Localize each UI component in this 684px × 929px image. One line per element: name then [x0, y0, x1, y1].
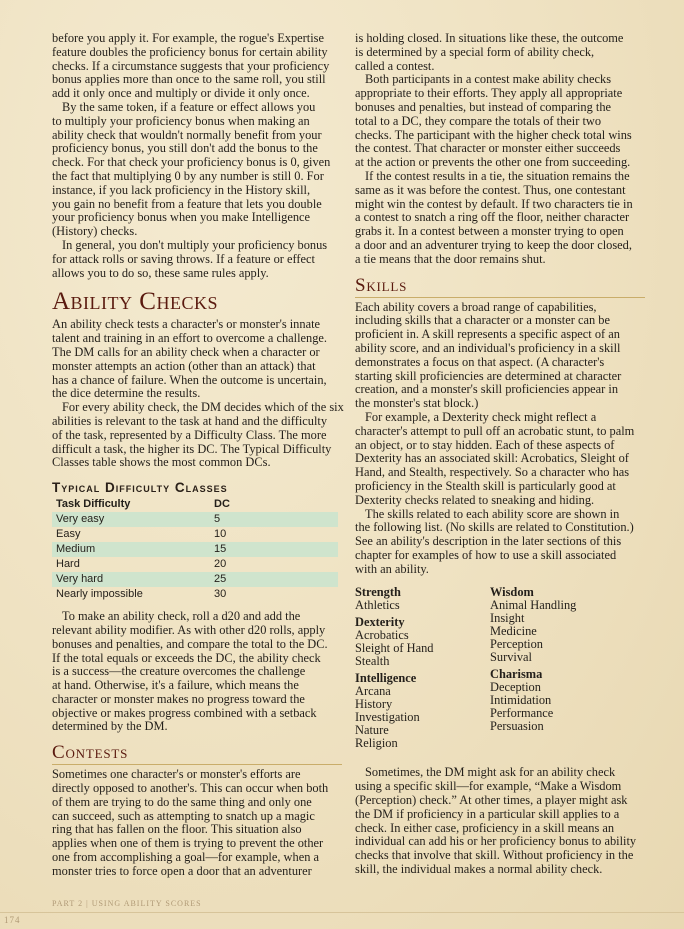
- skill: Animal Handling: [490, 598, 577, 613]
- paragraph: In general, you don't multiply your proficiency bonus for attack rolls or saving throws. If a feature or effect allows you to do so, these same rules apply.: [52, 237, 328, 280]
- table-row: [52, 557, 338, 572]
- footer-rule: [0, 912, 684, 913]
- cell: Medium: [52, 542, 164, 557]
- skill: Arcana: [355, 684, 391, 699]
- table-header-row: [52, 497, 338, 512]
- contests-heading: Contests: [52, 742, 342, 765]
- cell: 30: [214, 588, 227, 601]
- table-row: [52, 512, 338, 527]
- left-column: [52, 32, 342, 879]
- skill: Performance: [490, 706, 554, 721]
- cell: 5: [164, 512, 338, 527]
- cell: Nearly impossible: [56, 588, 143, 601]
- skill: Deception: [490, 680, 541, 695]
- skill-group-dexterity: [355, 616, 490, 668]
- cell: Very hard: [52, 572, 164, 587]
- table-row: [52, 572, 338, 587]
- ability-checks-heading: Ability Checks: [52, 288, 218, 316]
- paragraph: An ability check tests a character's or monster's innate talent and training in an effort to overcome a challenge. The DM calls for an ability check when a character or monster attempts an action (other than an attack) that has a chance of failure. When the outcome is uncertain, the dice determine the results.: [52, 317, 328, 401]
- skill: Investigation: [355, 710, 420, 725]
- ability-name: Dexterity: [355, 615, 405, 630]
- skill: Persuasion: [490, 719, 544, 734]
- column-header: Task Difficulty: [56, 498, 131, 511]
- right-column: [355, 32, 645, 877]
- skills-list: [355, 586, 645, 754]
- paragraph: Both participants in a contest make ability checks appropriate to their efforts. They apply all appropriate bonuses and penalties, but instead of comparing the total to a DC, they compare the totals of their two checks. The participant with the higher check total wins the contest. That character or monster either succeeds at the action or prevents the other one from succeeding.: [355, 72, 632, 170]
- skill-group-intelligence: [355, 672, 490, 750]
- paragraph: If the contest results in a tie, the situation remains the same as it was before the contest. Thus, one contestant might win the contest by default. If two characters tie in a contest to snatch a ring off the floor, neither character grabs it. In a contest between a monster trying to open a door and an adventurer trying to keep the door closed, a tie means that the door remains shut.: [355, 168, 633, 266]
- skills-list-col2: [490, 586, 625, 754]
- cell: 20: [214, 558, 227, 571]
- ability-name: Charisma: [490, 667, 543, 682]
- table-row: [52, 587, 338, 602]
- difficulty-table: [52, 497, 338, 602]
- skill-group-wisdom: [490, 586, 625, 664]
- cell: Very easy: [52, 512, 164, 527]
- cell: 15: [164, 542, 338, 557]
- table-row: [52, 527, 338, 542]
- skill: Nature: [355, 723, 389, 738]
- page-number: 174: [4, 915, 21, 925]
- paragraph: Each ability covers a broad range of capabilities, including skills that a character or a monster can be proficient in. A skill represents a specific aspect of an ability score, and an individual's proficiency in a skill demonstrates a focus on that aspect. (A character's starting skill proficiencies are determined at character creation, and a monster's skill proficiencies appear in the monster's stat block.): [355, 299, 622, 411]
- skill: Religion: [355, 736, 398, 751]
- paragraph: Sometimes, the DM might ask for an ability check using a specific skill—for example, “Make a Wisdom (Perception) check.” At other times, a player might ask the DM if proficiency in a particular skill applies to a check. In either case, proficiency in a skill means an individual can add his or her proficiency bonus to ability checks that involve that skill. Without proficiency in the skill, the individual makes a normal ability check.: [355, 765, 637, 877]
- skill: Survival: [490, 650, 532, 665]
- skill: Sleight of Hand: [355, 641, 434, 656]
- column-header: DC: [214, 498, 230, 511]
- skills-heading: Skills: [355, 275, 645, 298]
- paragraph: To make an ability check, roll a d20 and add the relevant ability modifier. As with other d20 rolls, apply bonuses and penalties, and compare the total to the DC. If the total equals or exceeds the DC, the ability check is a success—the creature overcomes the challenge at hand. Otherwise, it's a failure, which means the character or monster makes no progress toward the objective or makes progress combined with a setback determined by the DM.: [52, 609, 328, 734]
- table-row: [52, 542, 338, 557]
- footer-section: PART 2 | USING ABILITY SCORES: [52, 899, 202, 908]
- skill-group-charisma: [490, 668, 625, 733]
- skill: Acrobatics: [355, 628, 409, 643]
- cell: Easy: [56, 528, 81, 541]
- paragraph: The skills related to each ability score are shown in the following list. (No skills are related to Constitution.) See an ability's description in the later sections of this chapter for examples of how to use a skill associated with an ability.: [355, 506, 634, 576]
- skill: Intimidation: [490, 693, 552, 708]
- skill: Perception: [490, 637, 543, 652]
- cell: 10: [214, 528, 227, 541]
- cell: Hard: [56, 558, 80, 571]
- skill: Insight: [490, 611, 525, 626]
- paragraph: For example, a Dexterity check might reflect a character's attempt to pull off an acrobatic stunt, to palm an object, or to stay hidden. Each of these aspects of Dexterity has an associated skill: Acrobatics, Sleight of Hand, and Stealth, respectively. So a character who has proficiency in the Stealth skill is particularly good at Dexterity checks related to sneaking and hiding.: [355, 409, 635, 507]
- skill-group-strength: [355, 586, 490, 612]
- ability-name: Intelligence: [355, 671, 417, 686]
- table-title: Typical Difficulty Classes: [52, 480, 228, 496]
- skill: Stealth: [355, 654, 390, 669]
- skill: Athletics: [355, 598, 400, 613]
- skills-list-col1: [355, 586, 490, 754]
- paragraph: is holding closed. In situations like these, the outcome is determined by a special form of ability check, called a contest.: [355, 31, 624, 73]
- paragraph: By the same token, if a feature or effect allows you to multiply your proficiency bonus when making an ability check that wouldn't normally benefit from your proficiency bonus, you still don't add the bonus to the check. For that check your proficiency bonus is 0, given the fact that multiplying 0 by any number is still 0. For instance, if you lack proficiency in the History skill, you gain no benefit from a feature that lets you double your proficiency bonus when you make Intelligence (History) checks.: [52, 99, 331, 239]
- skill: History: [355, 697, 393, 712]
- cell: 25: [164, 572, 338, 587]
- paragraph: For every ability check, the DM decides which of the six abilities is relevant to the task at hand and the difficulty of the task, represented by a Difficulty Class. The more difficult a task, the higher its DC. The Typical Difficulty Classes table shows the most common DCs.: [52, 400, 344, 470]
- paragraph: before you apply it. For example, the rogue's Expertise feature doubles the proficiency bonus for certain ability checks. If a circumstance suggests that your proficiency bonus applies more than once to the same roll, you still add it only once and multiply or divide it only once.: [52, 31, 330, 101]
- paragraph: Sometimes one character's or monster's efforts are directly opposed to another's. This can occur when both of them are trying to do the same thing and only one can succeed, such as attempting to snatch up a magic ring that has fallen on the floor. This situation also applies when one of them is trying to prevent the other one from accomplishing a goal—for example, when a monster tries to force open a door that an adventurer: [52, 767, 329, 878]
- skill: Medicine: [490, 624, 537, 639]
- ability-name: Wisdom: [490, 585, 534, 600]
- ability-name: Strength: [355, 585, 401, 600]
